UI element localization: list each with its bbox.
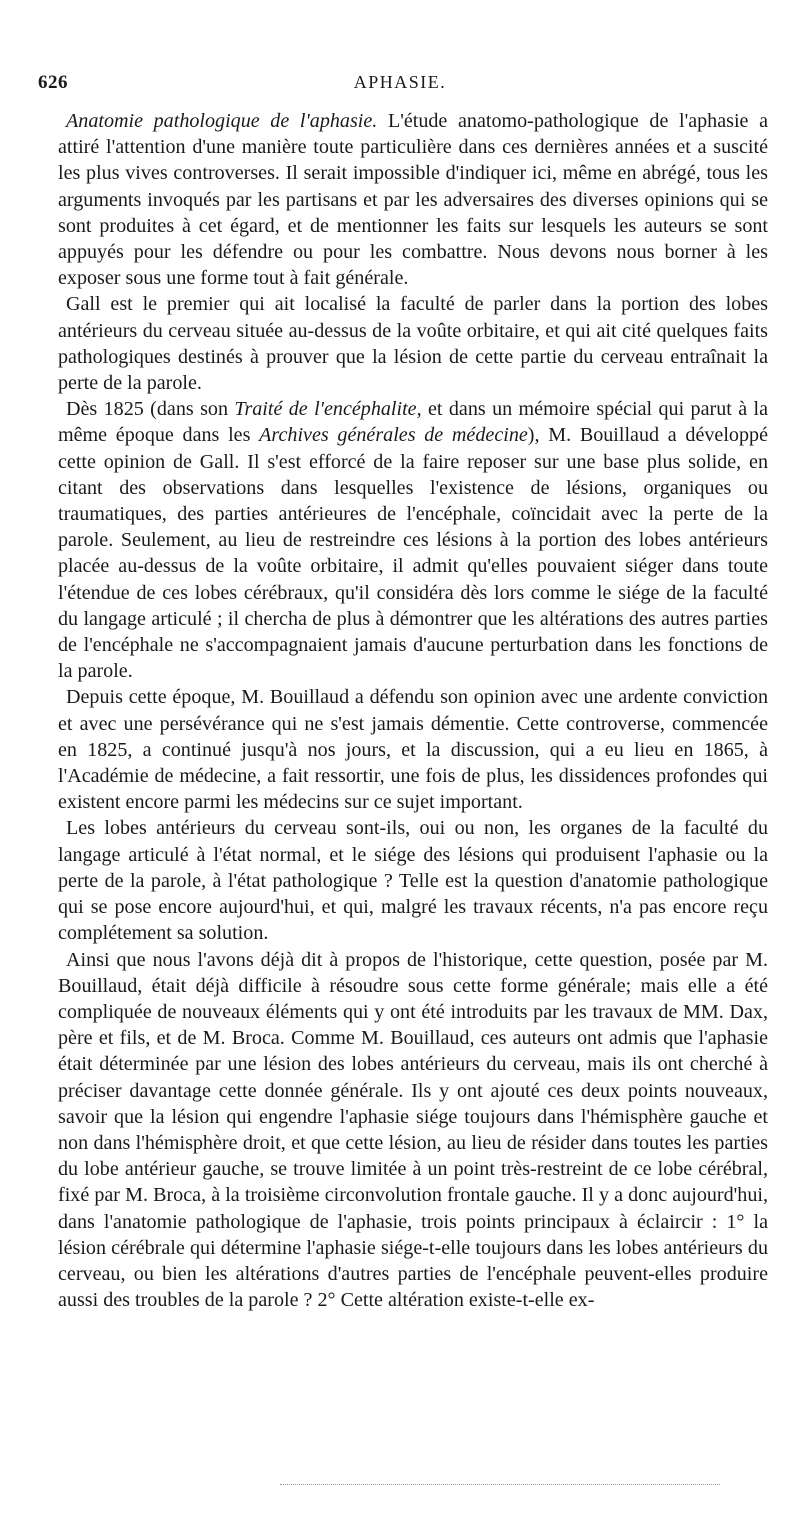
paragraph-bouillaud-1825 <box>58 396 768 684</box>
book-title-traite: Traité de l'encéphalite, <box>234 398 422 421</box>
paragraph-text: et dans un mémoire spécial qui parut à la même époque dans les <box>58 398 769 447</box>
body-text <box>58 108 768 1313</box>
running-head <box>38 72 762 96</box>
page-number: 626 <box>38 72 68 93</box>
section-heading: Anatomie pathologique de l'aphasie. <box>66 110 378 132</box>
footer-rule <box>280 1484 720 1485</box>
paragraph-gall: Gall est le premier qui ait localisé la faculté de parler dans la portion des lobes antérieurs du cerveau située au-dessus de la voûte orbitaire, et qui ait cité quelques faits pathologiques destinés à prouver que la lésion de cette partie du cerveau entraînait la perte de la parole. <box>58 293 768 395</box>
paragraph-text: L'étude anatomo-pathologique de l'aphasie a attiré l'attention d'une manière toute particulière dans ces dernières années et a suscité les plus vives controverses. Il serait impossible d'indiquer ici, même en abrégé, tous les arguments invoqués par les partisans et par les adversaires des diverses opinions qui se sont produites à cet égard, et de mentionner les faits sur lesquels les auteurs se sont appuyés pour les défendre ou pour les combattre. Nous devons nous borner à les exposer sous une forme tout à fait générale. <box>58 110 768 290</box>
paragraph-controverse: Depuis cette époque, M. Bouillaud a défendu son opinion avec une ardente conviction et avec une persévérance qui ne s'est jamais démentie. Cette controverse, commencée en 1825, a continué jusqu'à nos jours, et la discussion, qui a eu lieu en 1865, à l'Académie de médecine, a fait ressortir, une fois de plus, les dissidences profondes qui existent encore parmi les médecins sur ce sujet important. <box>58 686 768 814</box>
paragraph-text: ), M. Bouillaud a développé cette opinion de Gall. Il s'est efforcé de la faire reposer sur une base plus solide, en citant des observations dans lesquelles l'existence de lésions, organiques ou traumatiques, des parties antérieures de l'encéphale, coïncidait avec la perte de la parole. Seulement, au lieu de restreindre ces lésions à la portion des lobes antérieurs placée au-dessus de la voûte orbitaire, il admit qu'elles pouvaient siéger dans toute l'étendue de ces lobes cérébraux, qu'il considéra dès lors comme le siége de la faculté du langage articulé ; il chercha de plus à démontrer que les altérations des autres parties de l'encéphale ne s'accompagnaient jamais d'aucune perturbation dans les fonctions de la parole. <box>58 424 768 683</box>
running-title: APHASIE. <box>353 72 447 92</box>
paragraph-anatomie <box>58 108 768 291</box>
paragraph-dax-broca: Ainsi que nous l'avons déjà dit à propos de l'historique, cette question, posée par M. Bouillaud, était déjà difficile à résoudre sous cette forme générale; mais elle a été compliquée de nouveaux éléments qui y ont été introduits par les travaux de MM. Dax, père et fils, et de M. Broca. Comme M. Bouillaud, ces auteurs ont admis que l'aphasie était déterminée par une lésion des lobes antérieurs du cerveau, mais ils ont cherché à préciser davantage cette donnée générale. Ils y ont ajouté ces deux points nouveaux, savoir que la lésion qui engendre l'aphasie siége toujours dans l'hémisphère gauche et non dans l'hémisphère droit, et que cette lésion, au lieu de résider dans toutes les parties du lobe antérieur gauche, se trouve limitée à un point très-restreint de ce lobe cérébral, fixé par M. Broca, à la troisième circonvolution frontale gauche. Il y a donc aujourd'hui, dans l'anatomie pathologique de l'aphasie, trois points principaux à éclaircir : 1° la lésion cérébrale qui détermine l'aphasie siége-t-elle toujours dans les lobes antérieurs du cerveau, ou bien les altérations d'autres parties de l'encéphale peuvent-elles produire aussi des troubles de la parole ? 2° Cette altération existe-t-elle ex- <box>58 948 768 1312</box>
paragraph-text: Dès 1825 (dans son <box>66 398 235 421</box>
journal-title-archives: Archives générales de médecine <box>259 424 528 447</box>
paragraph-question: Les lobes antérieurs du cerveau sont-ils, oui ou non, les organes de la faculté du langage articulé à l'état normal, et le siége des lésions qui produisent l'aphasie ou la perte de la parole, à l'état pathologique ? Telle est la question d'anatomie pathologique qui se pose encore aujourd'hui, et qui, malgré les travaux récents, n'a pas encore reçu complétement sa solution. <box>58 817 768 945</box>
